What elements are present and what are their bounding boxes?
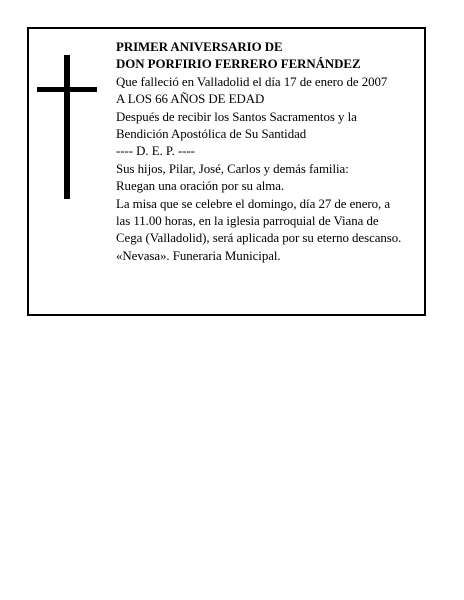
- sacraments-line-2: Bendición Apostólica de Su Santidad: [116, 126, 307, 141]
- cross-icon: [37, 55, 99, 199]
- obituary-notice: [27, 27, 426, 316]
- notice-text: [116, 39, 424, 265]
- death-date-line: Que falleció en Valladolid el día 17 de enero de 2007: [116, 74, 388, 89]
- funeral-home-line: «Nevasa». Funeraria Municipal.: [116, 248, 281, 263]
- sacraments-line-1: Después de recibir los Santos Sacramentos y la: [116, 109, 357, 124]
- mass-line-1: La misa que se celebre el domingo, día 27 de enero, a: [116, 196, 391, 211]
- family-line: Sus hijos, Pilar, José, Carlos y demás familia:: [116, 161, 349, 176]
- cross-horizontal-bar: [37, 87, 97, 92]
- prayer-request-line: Ruegan una oración por su alma.: [116, 179, 285, 194]
- age-line: A LOS 66 AÑOS DE EDAD: [116, 92, 265, 107]
- notice-title-line-2: DON PORFIRIO FERRERO FERNÁNDEZ: [116, 57, 361, 72]
- cross-vertical-bar: [64, 55, 70, 199]
- mass-line-3: Cega (Valladolid), será aplicada por su eterno descanso.: [116, 231, 402, 246]
- rip-line: ---- D. E. P. ----: [116, 144, 195, 159]
- notice-title-line-1: PRIMER ANIVERSARIO DE: [116, 40, 283, 54]
- mass-line-2: las 11.00 horas, en la iglesia parroquial de Viana de: [116, 213, 379, 228]
